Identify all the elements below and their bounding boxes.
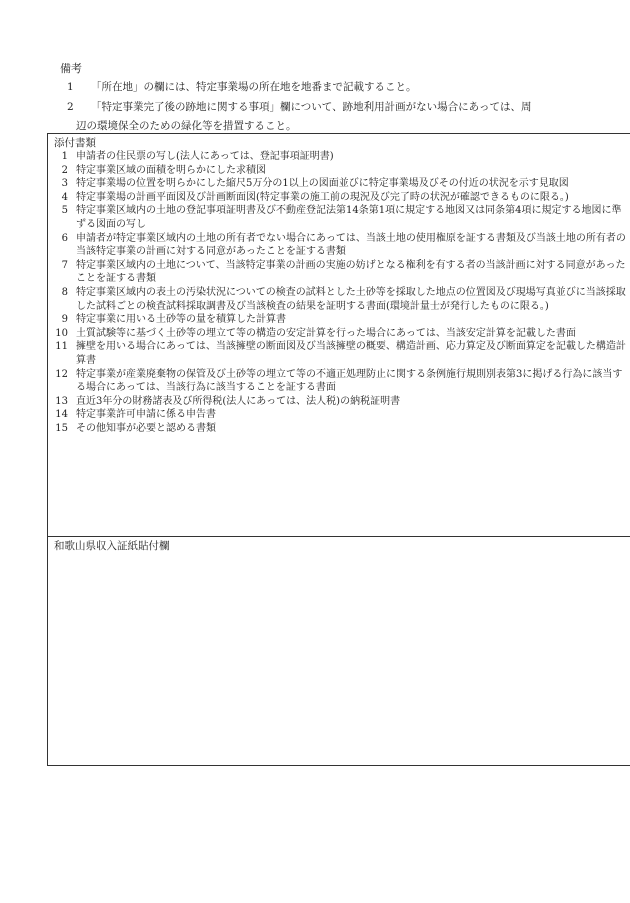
remark-text-continued: 辺の環境保全のための緑化等を措置すること。 xyxy=(76,120,297,132)
attachment-number: 10 xyxy=(55,327,68,339)
attachment-number: 13 xyxy=(55,395,68,407)
attachment-text: 特定事業場の計画平面図及び計画断面図(特定事業の施工前の現況及び完了時の状況が確認できるものに限る。) xyxy=(76,191,569,203)
attachment-text: 特定事業区域内の土地の登記事項証明書及び不動産登記法第14条第1項に規定する地図又は同条第4項に規定する地図に準ずる図面の写し xyxy=(76,205,622,230)
attachment-number: 14 xyxy=(55,409,68,421)
remark-number: 2 xyxy=(67,101,74,113)
attachments-list xyxy=(48,150,630,435)
attachment-text: 特定事業区域内の土地について、当該特定事業の計画の実施の妨げとなる権利を有する者の当該計画に対する同意があったことを証する書類 xyxy=(76,259,626,285)
attachment-number: 3 xyxy=(61,178,68,190)
attachment-number: 12 xyxy=(55,368,68,380)
attachment-number: 5 xyxy=(61,205,68,217)
attachment-number: 6 xyxy=(61,232,68,244)
attachment-number: 2 xyxy=(61,164,68,176)
attachment-number: 15 xyxy=(55,422,68,434)
attachment-number: 9 xyxy=(61,314,68,326)
attachment-text: 特定事業区域内の表土の汚染状況についての検査の試料とした土砂等を採取した地点の位置図及び現場写真並びに当該採取した試料ごとの検査試料採取調書及び当該検査の結果を証明する書面(環境計量士が発行したものに限る。) xyxy=(76,286,626,312)
remark-item-2 xyxy=(67,98,531,117)
attachment-item xyxy=(48,232,630,259)
attachment-number: 7 xyxy=(61,259,68,271)
attachment-item xyxy=(48,313,630,327)
attachment-item xyxy=(48,191,630,205)
attachment-text: 特定事業場の位置を明らかにした縮尺5万分の1以上の図面並びに特定事業場及びその付近の状況を示す見取図 xyxy=(76,178,569,190)
attachments-box xyxy=(47,133,630,537)
attachment-item xyxy=(48,259,630,286)
attachment-number: 1 xyxy=(61,151,68,162)
revenue-stamp-box xyxy=(47,537,630,766)
attachment-text: 特定事業区域の面積を明らかにした求積図 xyxy=(76,164,266,176)
attachment-number: 11 xyxy=(55,341,68,353)
attachment-text: 特定事業許可申請に係る申告書 xyxy=(76,409,216,421)
attachment-text: 特定事業に用いる土砂等の量を積算した計算書 xyxy=(76,314,286,326)
attachment-item xyxy=(48,368,630,395)
remark-text: 「所在地」の欄には、特定事業場の所在地を地番まで記載すること。 xyxy=(91,81,417,93)
revenue-stamp-heading: 和歌山県収入証紙貼付欄 xyxy=(54,540,170,552)
remark-number: 1 xyxy=(67,81,74,93)
attachment-text: 申請者が特定事業区域内の土地の所有者でない場合にあっては、当該土地の使用権原を証する書類及び当該土地の所有者の当該特定事業の計画に対する同意があったことを証する書類 xyxy=(76,232,626,258)
attachment-text: 特定事業が産業廃棄物の保管及び土砂等の埋立て等の不適正処理防止に関する条例施行規則別表第3に掲げる行為に該当する場合にあっては、当該行為に該当することを証する書面 xyxy=(76,368,623,394)
attachment-item xyxy=(48,150,630,164)
attachment-item xyxy=(48,204,630,231)
remark-text: 「特定事業完了後の跡地に関する事項」欄について、跡地利用計画がない場合にあっては、周 xyxy=(91,101,532,113)
attachment-item xyxy=(48,327,630,341)
attachment-number: 8 xyxy=(61,286,68,298)
attachment-text: 土質試験等に基づく土砂等の埋立て等の構造の安定計算を行った場合にあっては、当該安定計算を記載した書面 xyxy=(76,327,576,339)
attachments-heading: 添付書類 xyxy=(54,137,96,149)
attachment-text: 擁壁を用いる場合にあっては、当該擁壁の断面図及び当該擁壁の概要、構造計画、応力算定及び断面算定を記載した構造計算書 xyxy=(76,341,626,366)
attachment-item xyxy=(48,395,630,409)
attachment-number: 4 xyxy=(61,191,68,203)
attachment-text: 申請者の住民票の写し(法人にあっては、登記事項証明書) xyxy=(76,151,334,162)
attachment-item xyxy=(48,340,630,367)
remarks-title: 備考 xyxy=(60,62,82,75)
remark-item-1 xyxy=(67,78,417,97)
attachment-item xyxy=(48,408,630,422)
attachment-item xyxy=(48,164,630,178)
attachment-text: その他知事が必要と認める書類 xyxy=(76,422,216,434)
attachment-item xyxy=(48,422,630,436)
attachment-text: 直近3年分の財務諸表及び所得税(法人にあっては、法人税)の納税証明書 xyxy=(76,395,401,407)
attachment-item xyxy=(48,286,630,313)
attachment-item xyxy=(48,177,630,191)
